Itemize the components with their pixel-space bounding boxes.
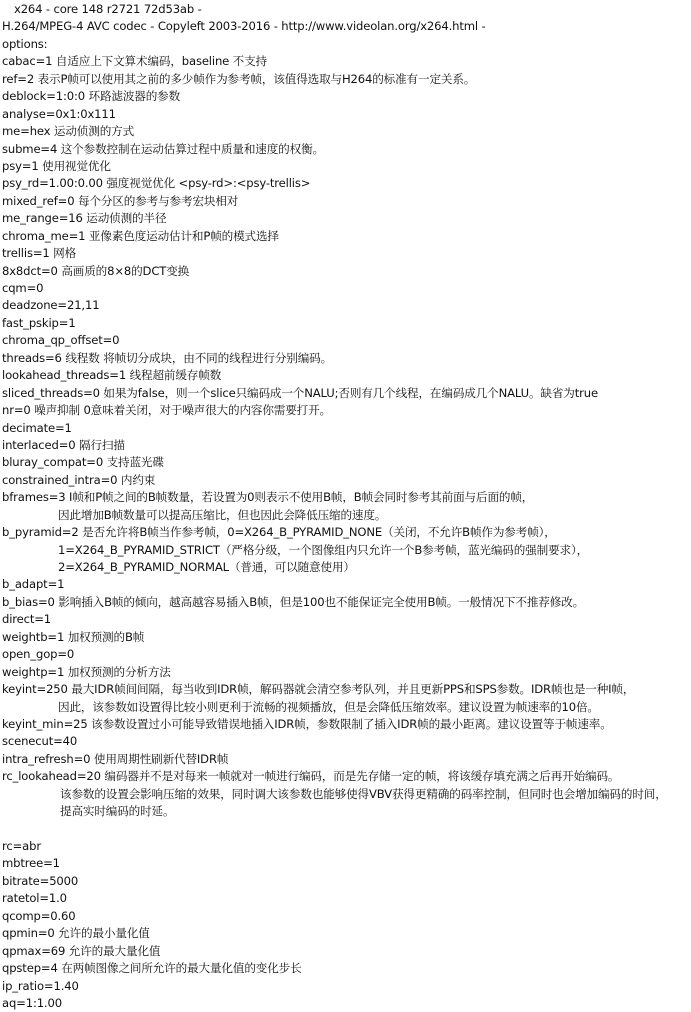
option-line-fast-pskip: fast_pskip=1 [2, 315, 76, 330]
option-line-bframes: bframes=3 I帧和P帧之间的B帧数量，若设置为0则表示不使用B帧，B帧会同时参考其前面与后面的帧， [2, 490, 534, 505]
option-line-qpmax: qpmax=69 允许的最大量化值 [2, 943, 161, 958]
option-line-b-pyramid-cont-2: 2=X264_B_PYRAMID_NORMAL（普通，可以随意使用） [58, 560, 355, 574]
option-line-me-range: me_range=16 运动侦测的半径 [2, 211, 167, 226]
option-line-intra-refresh: intra_refresh=0 使用周期性刷新代替IDR帧 [2, 751, 229, 766]
codec-line: H.264/MPEG-4 AVC codec - Copyleft 2003-2016 - http://www.videolan.org/x264.html - [2, 19, 486, 34]
option-line-bluray-compat: bluray_compat=0 支持蓝光碟 [2, 455, 164, 470]
option-line-lookahead-threads: lookahead_threads=1 线程超前缓存帧数 [2, 368, 222, 383]
option-line-qcomp: qcomp=0.60 [2, 908, 76, 923]
option-line-chroma-qp-offset: chroma_qp_offset=0 [2, 333, 120, 348]
option-line-ip-ratio: ip_ratio=1.40 [2, 978, 79, 993]
option-line-direct: direct=1 [2, 612, 52, 627]
option-line-weightp: weightp=1 加权预测的分析方法 [2, 664, 171, 679]
option-line-ref: ref=2 表示P帧可以使用其之前的多少帧作为参考帧，该值得选取与H264的标准有一定关系。 [2, 71, 476, 86]
option-line-threads: threads=6 线程数 将帧切分成块，由不同的线程进行分别编码。 [2, 350, 333, 365]
option-line-mbtree: mbtree=1 [2, 856, 60, 871]
option-line-aq: aq=1:1.00 [2, 995, 62, 1010]
option-line-analyse: analyse=0x1:0x111 [2, 106, 116, 121]
option-line-rc-lookahead-cont-1: 该参数的设置会影响压缩的效果，同时调大该参数也能够使得VBV获得更精确的码率控制，但同时也会增加编码的时间， [60, 786, 667, 801]
option-line-mixed-ref: mixed_ref=0 每个分区的参考与参考宏块相对 [2, 193, 239, 208]
version-line: x264 - core 148 r2721 72d53ab - [14, 2, 202, 16]
option-line-me: me=hex 运动侦测的方式 [2, 124, 135, 139]
option-line-keyint: keyint=250 最大IDR帧间间隔，每当收到IDR帧，解码器就会清空参考队列，并且更新PPS和SPS参数。IDR帧也是一种I帧， [2, 682, 635, 697]
option-line-b-pyramid-cont-1: 1=X264_B_PYRAMID_STRICT（严格分级，一个图像组内只允许一个B参考帧，蓝光编码的强制要求）， [58, 542, 589, 557]
option-line-subme: subme=4 这个参数控制在运动估算过程中质量和速度的权衡。 [2, 141, 324, 156]
option-line-trellis: trellis=1 网格 [2, 246, 77, 261]
option-line-b-bias: b_bias=0 影响插入B帧的倾向，越高越容易插入B帧，但是100也不能保证完全使用B帧。一般情况下不推荐修改。 [2, 594, 585, 609]
option-line-rc: rc=abr [2, 839, 41, 853]
option-line-chroma-me: chroma_me=1 亚像素色度运动估计和P帧的模式选择 [2, 228, 279, 243]
option-line-qpmin: qpmin=0 允许的最小量化值 [2, 926, 150, 941]
option-line-bframes-cont: 因此增加B帧数量可以提高压缩比，但也因此会降低压缩的速度。 [58, 507, 387, 522]
option-line-cqm: cqm=0 [2, 281, 44, 295]
option-line-nr: nr=0 噪声抑制 0意味着关闭，对于噪声很大的内容你需要打开。 [2, 403, 331, 418]
option-line-qpstep: qpstep=4 在两帧图像之间所允许的最大量化值的变化步长 [2, 961, 302, 976]
option-line-b-pyramid: b_pyramid=2 是否允许将B帧当作参考帧，0=X264_B_PYRAMID_NONE（关闭，不允许B帧作为参考帧）， [2, 525, 556, 540]
option-line-keyint-min: keyint_min=25 该参数设置过小可能导致错误地插入IDR帧，参数限制了插入IDR帧的最小距离。建议设置等于帧速率。 [2, 716, 612, 731]
option-line-rc-lookahead: rc_lookahead=20 编码器并不是对每来一帧就对一帧进行编码，而是先存储一定的帧，将该缓存填充满之后再开始编码。 [2, 769, 620, 784]
options-label: options: [2, 36, 48, 51]
option-line-keyint-cont: 因此，该参数如设置得比较小则更利于流畅的视频播放，但是会降低压缩效率。建议设置为帧速率的10倍。 [58, 699, 599, 714]
option-line-weightb: weightb=1 加权预测的B帧 [2, 629, 145, 644]
option-line-ratetol: ratetol=1.0 [2, 891, 67, 906]
option-line-deadzone: deadzone=21,11 [2, 298, 100, 313]
option-line-cabac: cabac=1 自适应上下文算术编码，baseline 不支持 [2, 54, 268, 69]
option-line-b-adapt: b_adapt=1 [2, 577, 65, 592]
option-line-interlaced: interlaced=0 隔行扫描 [2, 437, 125, 452]
option-line-bitrate: bitrate=5000 [2, 873, 79, 888]
option-line-psy: psy=1 使用视觉优化 [2, 158, 111, 173]
option-line-open-gop: open_gop=0 [2, 647, 75, 662]
option-line-rc-lookahead-cont-2: 提高实时编码的时延。 [60, 804, 175, 819]
document-body [2, 1, 688, 1012]
option-line-8x8dct: 8x8dct=0 高画质的8×8的DCT变换 [2, 263, 190, 278]
blank-line [2, 821, 688, 838]
option-line-deblock: deblock=1:0:0 环路滤波器的参数 [2, 89, 181, 104]
option-line-sliced-threads: sliced_threads=0 如果为false，则一个slice只编码成一个NALU;否则有几个线程，在编码成几个NALU。缺省为true [2, 385, 598, 400]
option-line-constrained-intra: constrained_intra=0 内约束 [2, 472, 156, 487]
option-line-decimate: decimate=1 [2, 420, 72, 435]
option-line-psy-rd: psy_rd=1.00:0.00 强度视觉优化 <psy-rd>:<psy-trellis> [2, 176, 311, 191]
option-line-scenecut: scenecut=40 [2, 734, 78, 749]
